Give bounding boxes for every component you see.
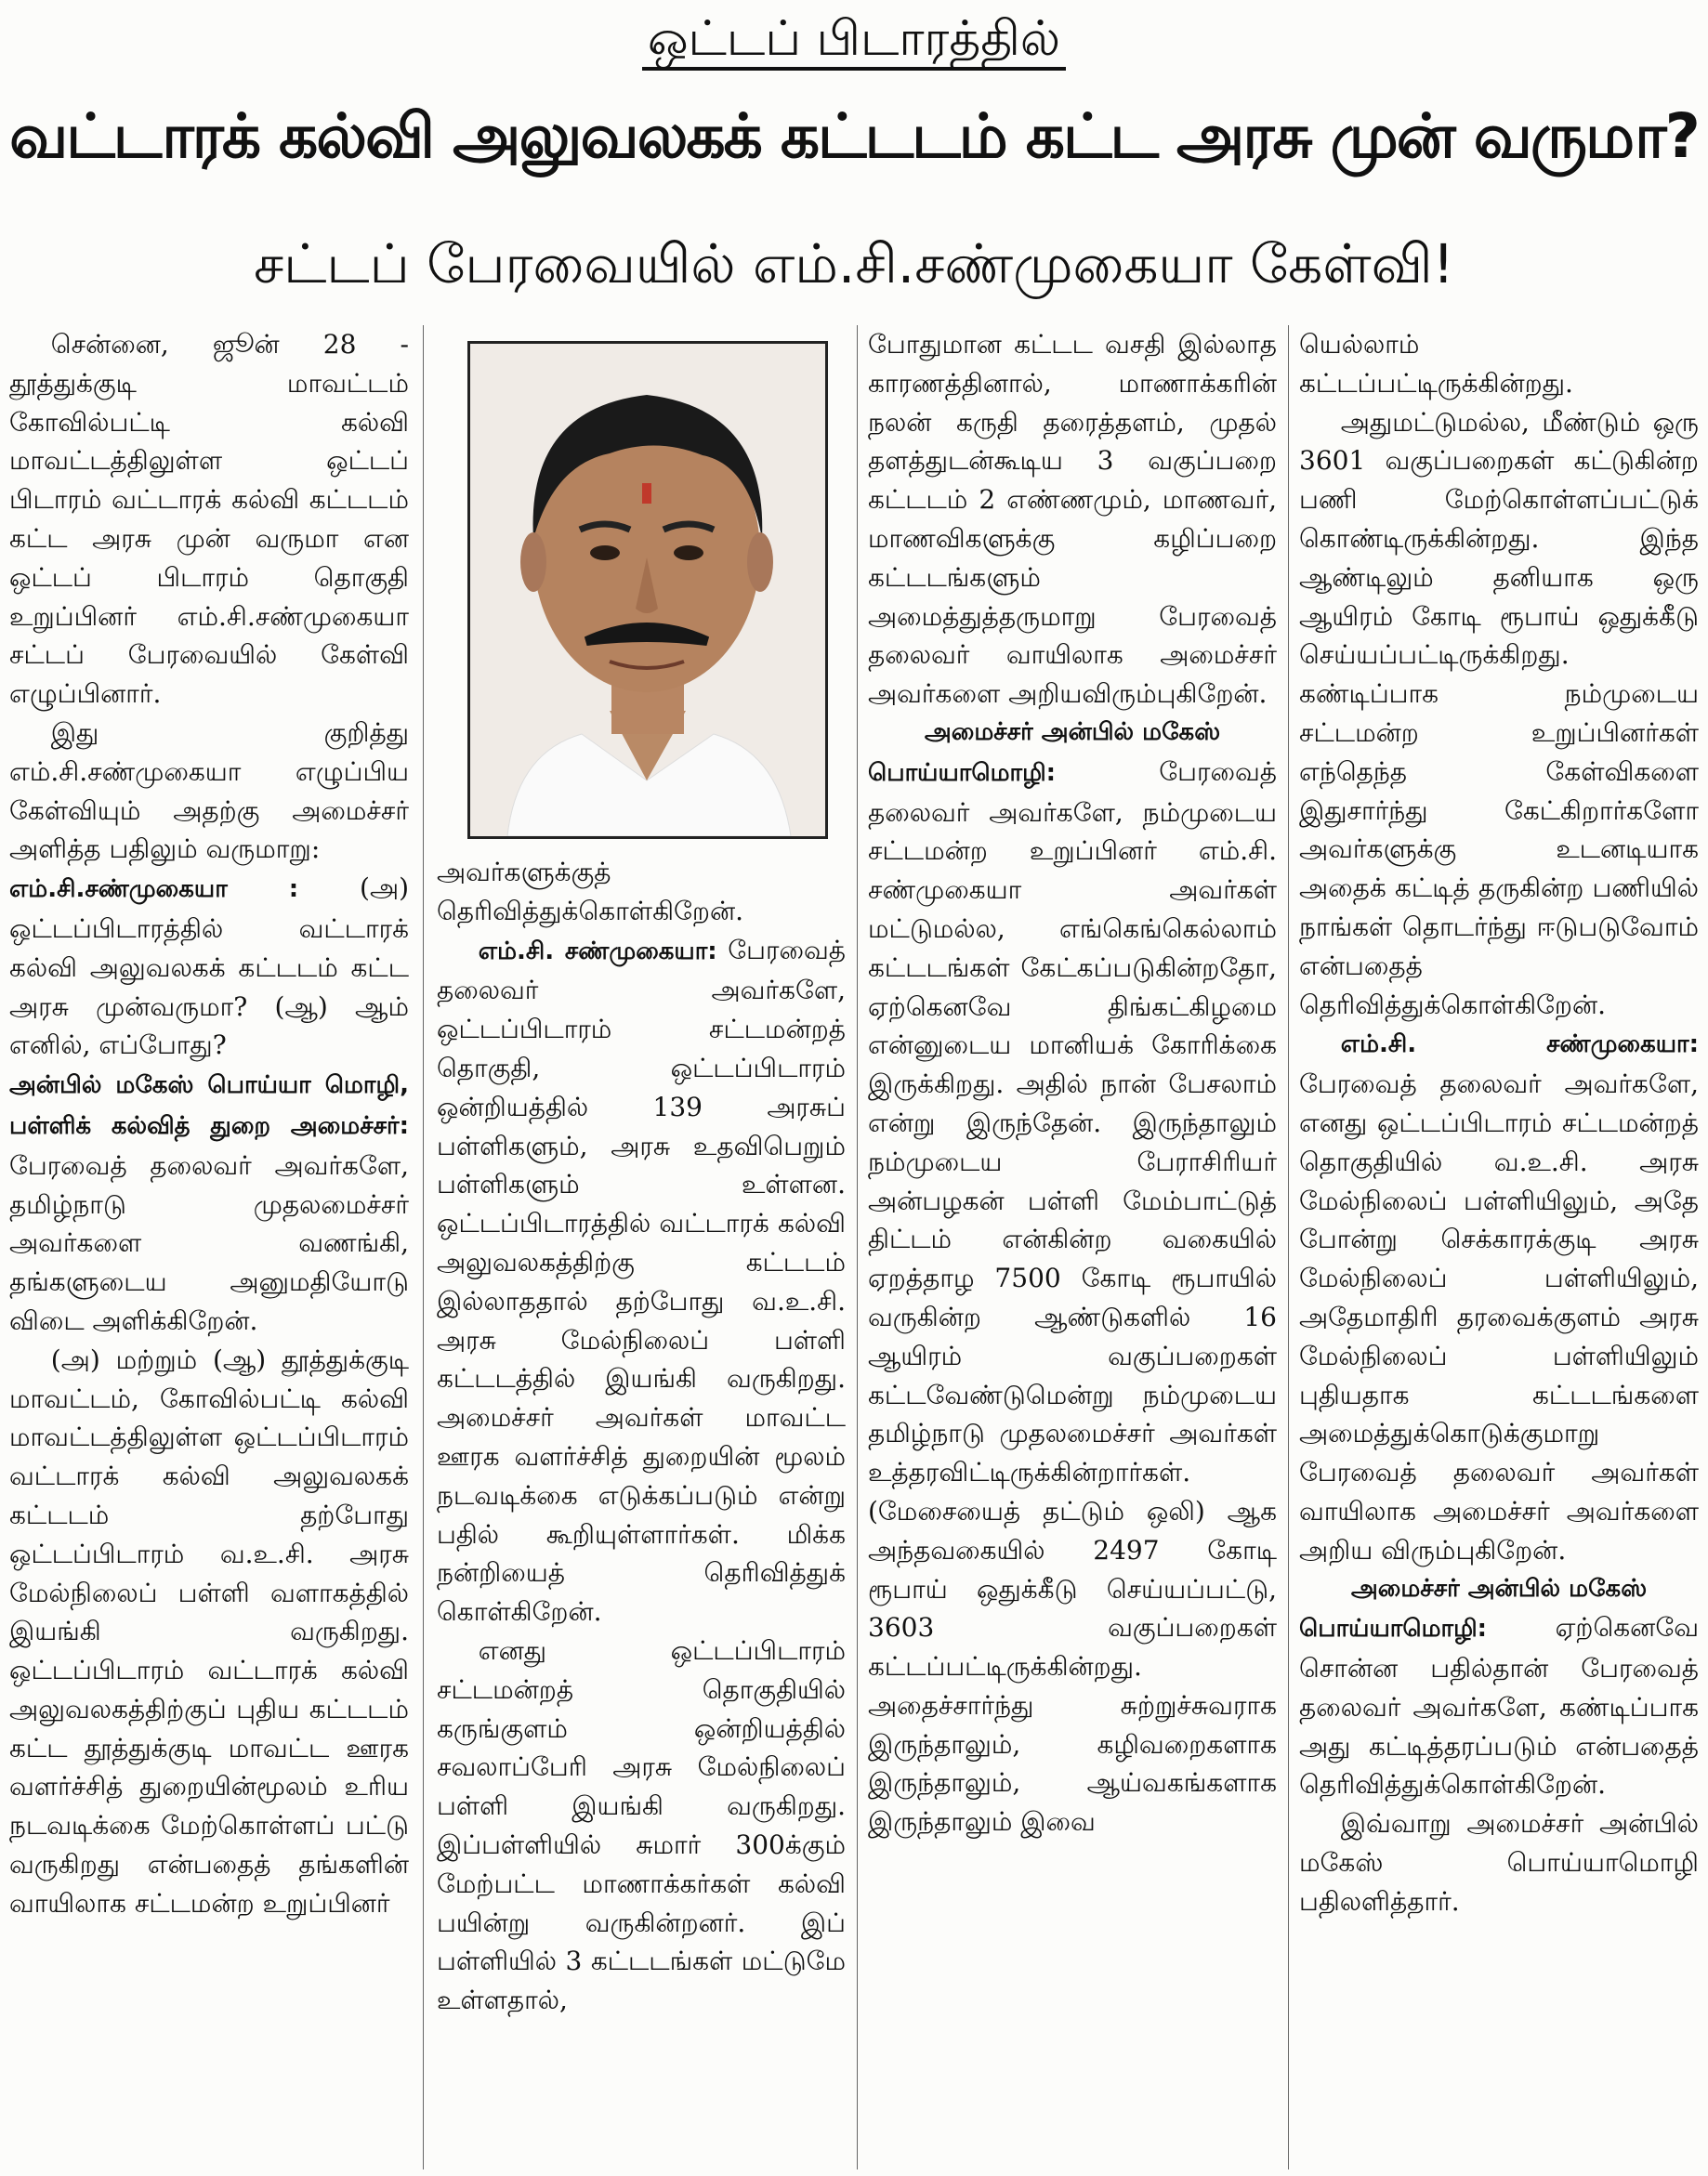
speaker-label: எம்.சி.சண்முகையா : (9, 875, 299, 904)
article-column-2-body (437, 853, 846, 2020)
paragraph: யெல்லாம் கட்டப்பட்டிருக்கின்றது. (1299, 329, 1573, 399)
kicker-text: ஒட்டப் பிடாரத்தில் (642, 11, 1066, 71)
column-rule (423, 325, 424, 2169)
paragraph (437, 931, 846, 1632)
paragraph: சென்னை, ஜூன் 28 - தூத்துக்குடி மாவட்டம் கோவில்பட்டி கல்வி மாவட்டத்திலுள்ள ஒட்டப் பிடாரம் வட்டாரக் கல்வி கட்டடம் கட்ட அரசு முன் வருமா என ஒட்டப் பிடாரம் தொகுதி உறுப்பினர் எம்.சி.சண்முகையா சட்டப் பேரவையில் கேள்வி எழுப்பினார். (9, 329, 409, 710)
paragraph-text: பேரவைத் தலைவர் அவர்களே, தமிழ்நாடு முதலமைச்சர் அவர்களை வணங்கி, தங்களுடைய அனுமதியோடு விடை அளிக்கிறேன். (9, 1149, 409, 1336)
paragraph: இது குறித்து எம்.சி.சண்முகையா எழுப்பிய கேள்வியும் அதற்கு அமைச்சர் அளித்த பதிலும் வருமாறு: (9, 716, 409, 865)
portrait-photo (467, 341, 828, 839)
speaker-label: எம்.சி. சண்முகையா: (1340, 1030, 1699, 1059)
paragraph: இவ்வாறு அமைச்சர் அன்பில் மகேஸ் பொய்யாமொழி பதிலளித்தார். (1299, 1808, 1699, 1917)
paragraph: அதுமட்டுமல்ல, மீண்டும் ஒரு 3601 வகுப்பறைகள் கட்டுகின்ற பணி மேற்கொள்ளப்பட்டுக் கொண்டிருக்கின்றது. இந்த ஆண்டிலும் தனியாக ஒரு ஆயிரம் கோடி ரூபாய் ஒதுக்கீடு செய்யப்பட்டிருக்கிறது. கண்டிப்பாக நம்முடைய சட்டமன்ற உறுப்பினர்கள் எந்தெந்த கேள்விகளை இதுசார்ந்து கேட்கிறார்களோ அவர்களுக்கு உடனடியாக அதைக் கட்டித் தருகின்ற பணியில் நாங்கள் தொடர்ந்து ஈடுபடுவோம் என்பதைத் தெரிவித்துக்கொள்கிறேன். (1299, 406, 1699, 1020)
paragraph-text: பேரவைத் தலைவர் அவர்களே, ஒட்டப்பிடாரம் சட்டமன்றத் தொகுதி, ஒட்டப்பிடாரம் ஒன்றியத்தில் 139 அரசுப் பள்ளிகளும், அரசு உதவிபெறும் பள்ளிகளும் உள்ளன. ஒட்டப்பிடாரத்தில் வட்டாரக் கல்வி அலுவலகத்திற்கு கட்டடம் இல்லாததால் தற்போது வ.உ.சி. அரசு மேல்நிலைப் பள்ளி கட்டடத்தில் இயங்கி வருகிறது. அமைச்சர் அவர்கள் மாவட்ட ஊரக வளர்ச்சித் துறையின் மூலம் நடவடிக்கை எடுக்கப்படும் என்று பதில் கூறியுள்ளார்கள். மிக்க நன்றியைத் தெரிவித்துக் கொள்கிறேன். (437, 934, 846, 1628)
speaker-label: பொய்யாமொழி: (1299, 1615, 1488, 1644)
paragraph (1299, 1608, 1699, 1804)
paragraph-text: பேரவைத் தலைவர் அவர்களே, நம்முடைய சட்டமன்ற உறுப்பினர் எம்.சி. சண்முகையா அவர்கள் மட்டுமல்ல, எங்கெங்கெல்லாம் கட்டடங்கள் கேட்கப்படுகின்றதோ, ஏற்கெனவே திங்கட்கிழமை என்னுடைய மானியக் கோரிக்கை இருக்கிறது. அதில் நான் பேசலாம் என்று இருந்தேன். இருந்தாலும் நம்முடைய பேராசிரியர் அன்பழகன் பள்ளி மேம்பாட்டுத் திட்டம் என்கின்ற வகையில் ஏறத்தாழ 7500 கோடி ரூபாயில் வருகின்ற ஆண்டுகளில் 16 ஆயிரம் வகுப்பறைகள் கட்டவேண்டுமென்று நம்முடைய தமிழ்நாடு முதலமைச்சர் அவர்கள் உத்தரவிட்டிருக்கின்றார்கள். (மேசையைத் தட்டும் ஒலி) ஆக அந்தவகையில் 2497 கோடி ரூபாய் ஒதுக்கீடு செய்யப்பட்டு, 3603 வகுப்பறைகள் கட்டப்பட்டிருக்கின்றது. அதைச்சார்ந்து சுற்றுச்சுவராக இருந்தாலும், கழிவறைகளாக இருந்தாலும், ஆய்வகங்களாக இருந்தாலும் இவை (868, 755, 1277, 1838)
speaker-label: அன்பில் மகேஸ் பொய்யா மொழி, பள்ளிக் கல்வித் துறை அமைச்சர்: (9, 1071, 409, 1140)
kicker (0, 7, 1708, 71)
paragraph: எனது ஒட்டப்பிடாரம் சட்டமன்றத் தொகுதியில் கருங்குளம் ஒன்றியத்தில் சவலாப்பேரி அரசு மேல்நிலைப் பள்ளி இயங்கி வருகிறது. இப்பள்ளியில் சுமார் 300க்கும் மேற்பட்ட மாணாக்கர்கள் கல்வி பயின்று வருகின்றனர். இப் பள்ளியில் 3 கட்டடங்கள் மட்டுமே உள்ளதால், (437, 1634, 846, 2016)
paragraph (9, 1065, 409, 1341)
subhead: சட்டப் பேரவையில் எம்.சி.சண்முகையா கேள்வி! (254, 232, 1454, 295)
column-rule (1288, 325, 1289, 2169)
paragraph (868, 753, 1277, 1842)
speaker-heading: அமைச்சர் அன்பில் மகேஸ் (924, 717, 1221, 746)
headline: வட்டாரக் கல்வி அலுவலகக் கட்டடம் கட்ட அரசு முன் வருமா? (9, 100, 1699, 172)
paragraph (1299, 1024, 1699, 1569)
column-rule (857, 325, 858, 2169)
paragraph-text: பேரவைத் தலைவர் அவர்களே, எனது ஒட்டப்பிடாரம் சட்டமன்றத் தொகுதியில் வ.உ.சி. அரசு மேல்நிலைப் பள்ளியிலும், அதே போன்று செக்காரக்குடி அரசு மேல்நிலைப் பள்ளியிலும், அதேமாதிரி தரவைக்குளம் அரசு மேல்நிலைப் பள்ளியிலும் புதியதாக கட்டடங்களை அமைத்துக்கொடுக்குமாறு பேரவைத் தலைவர் அவர்கள் வாயிலாக அமைச்சர் அவர்களை அறிய விரும்புகிறேன். (1299, 1068, 1699, 1566)
article-column-1 (9, 325, 409, 1923)
article-column-3 (868, 325, 1277, 1842)
paragraph (9, 869, 409, 1065)
portrait-image (470, 344, 825, 836)
paragraph: (அ) மற்றும் (ஆ) தூத்துக்குடி மாவட்டம், கோவில்பட்டி கல்வி மாவட்டத்திலுள்ள ஒட்டப்பிடாரம் வட்டாரக் கல்வி அலுவலகக் கட்டடம் தற்போது ஒட்டப்பிடாரம் வ.உ.சி. அரசு மேல்நிலைப் பள்ளி வளாகத்தில் இயங்கி வருகிறது. ஒட்டப்பிடாரம் வட்டாரக் கல்வி அலுவலகத்திற்குப் புதிய கட்டடம் கட்ட தூத்துக்குடி மாவட்ட ஊரக வளர்ச்சித் துறையின்மூலம் உரிய நடவடிக்கை மேற்கொள்ளப் பட்டு வருகிறது என்பதைத் தங்களின் வாயிலாக சட்டமன்ற உறுப்பினர் (9, 1344, 409, 1919)
paragraph-text: (அ) ஒட்டப்பிடாரத்தில் வட்டாரக் கல்வி அலுவலகக் கட்டடம் கட்ட அரசு முன்வருமா? (ஆ) ஆம் எனில், எப்போது? (9, 872, 409, 1061)
paragraph-text: ஏற்கெனவே சொன்ன பதில்தான் பேரவைத் தலைவர் அவர்களே, கண்டிப்பாக அது கட்டித்தரப்படும் என்பதைத் தெரிவித்துக்கொள்கிறேன். (1299, 1612, 1699, 1801)
paragraph: போதுமான கட்டட வசதி இல்லாத காரணத்தினால், மாணாக்கரின் நலன் கருதி தரைத்தளம், முதல் தளத்துடன்கூடிய 3 வகுப்பறை கட்டடம் 2 எண்ணமும், மாணவர், மாணவிகளுக்கு கழிப்பறை கட்டடங்களும் அமைத்துத்தருமாறு பேரவைத் தலைவர் வாயிலாக அமைச்சர் அவர்களை அறியவிரும்புகிறேன். (868, 329, 1277, 710)
article-column-4 (1299, 325, 1699, 1921)
speaker-label: பொய்யாமொழி: (868, 758, 1057, 787)
speaker-label: எம்.சி. சண்முகையா: (478, 937, 717, 965)
speaker-heading: அமைச்சர் அன்பில் மகேஸ் (1350, 1574, 1648, 1603)
paragraph: அவர்களுக்குத் தெரிவித்துக்கொள்கிறேன். (437, 857, 743, 926)
